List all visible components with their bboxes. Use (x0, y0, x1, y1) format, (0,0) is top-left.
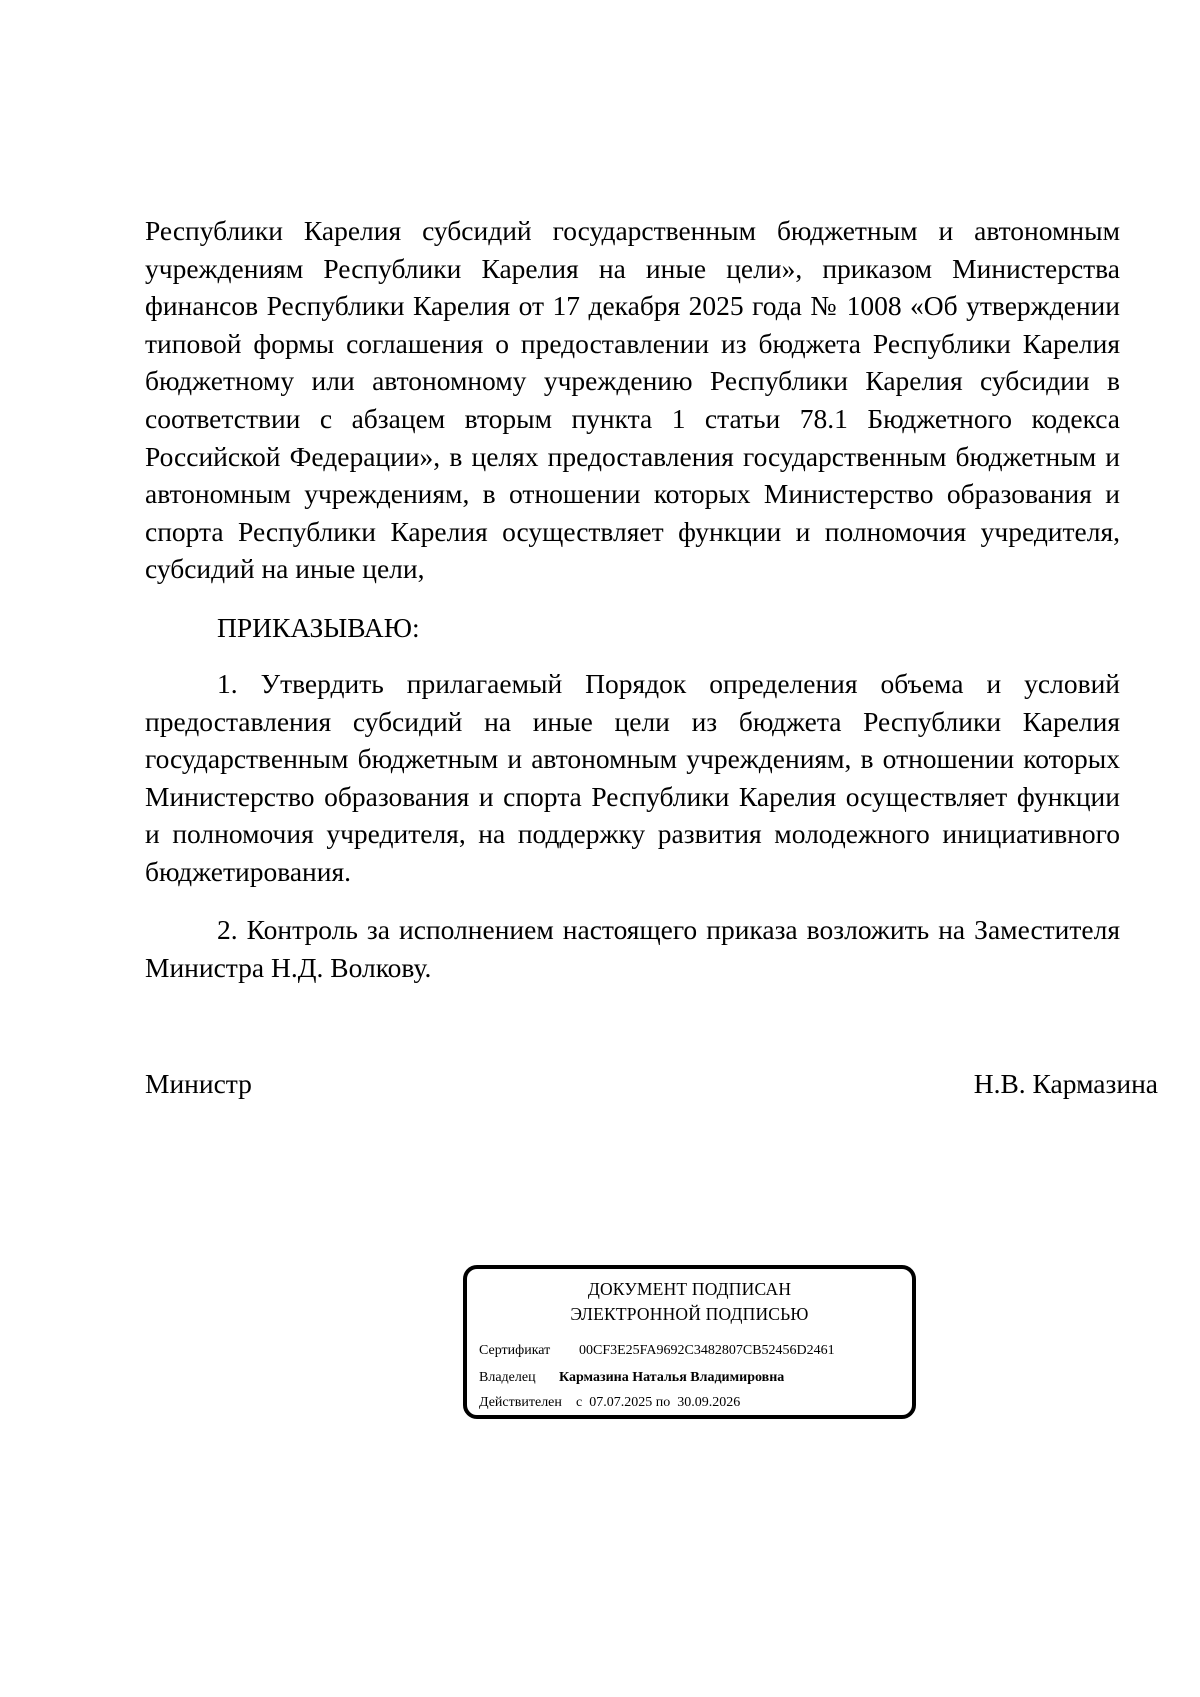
electronic-signature-stamp (463, 1265, 916, 1419)
preamble-paragraph: Республики Карелия субсидий государственным бюджетным и автономным учреждениям Республики Карелия на иные цели», приказом Министерства финансов Республики Карелия от 17 декабря 2025 года № 1008 «Об утверждении типовой формы соглашения о предоставлении из бюджета Республики Карелия бюджетному или автономному учреждению Республики Карелия субсидии в соответствии с абзацем вторым пункта 1 статьи 78.1 Бюджетного кодекса Российской Федерации», в целях предоставления государственным бюджетным и автономным учреждениям, в отношении которых Министерство образования и спорта Республики Карелия осуществляет функции и полномочия учредителя, субсидий на иные цели, (145, 215, 1120, 585)
certificate-label: Сертификат (479, 1343, 551, 1358)
stamp-header-line-2: ЭЛЕКТРОННОЙ ПОДПИСЬЮ (570, 1304, 809, 1324)
stamp-owner-row (479, 1369, 784, 1387)
stamp-header-line-1: ДОКУМЕНТ ПОДПИСАН (587, 1279, 792, 1299)
order-heading: ПРИКАЗЫВАЮ: (217, 612, 420, 643)
signatory-title: Министр (145, 1068, 252, 1099)
owner-label: Владелец (479, 1370, 536, 1385)
order-item-2: 2. Контроль за исполнением настоящего приказа возложить на Заместителя Министра Н.Д. Волкову. (145, 914, 1120, 983)
owner-value: Кармазина Наталья Владимировна (559, 1370, 785, 1385)
stamp-certificate-row (479, 1342, 835, 1360)
signatory-name: Н.В. Кармазина (973, 1068, 1158, 1099)
stamp-header (467, 1277, 912, 1327)
order-item-1: 1. Утвердить прилагаемый Порядок определения объема и условий предоставления субсидий на иные цели из бюджета Республики Карелия государственным бюджетным и автономным учреждениям, в отношении которых Министерство образования и спорта Республики Карелия осуществляет функции и полномочия учредителя, на поддержку развития молодежного инициативного бюджетирования. (145, 668, 1120, 887)
certificate-value: 00CF3E25FA9692C3482807CB52456D2461 (579, 1343, 835, 1358)
validity-label: Действителен (479, 1395, 562, 1410)
validity-value: с 07.07.2025 по 30.09.2026 (576, 1395, 741, 1410)
stamp-validity-row (479, 1394, 740, 1412)
